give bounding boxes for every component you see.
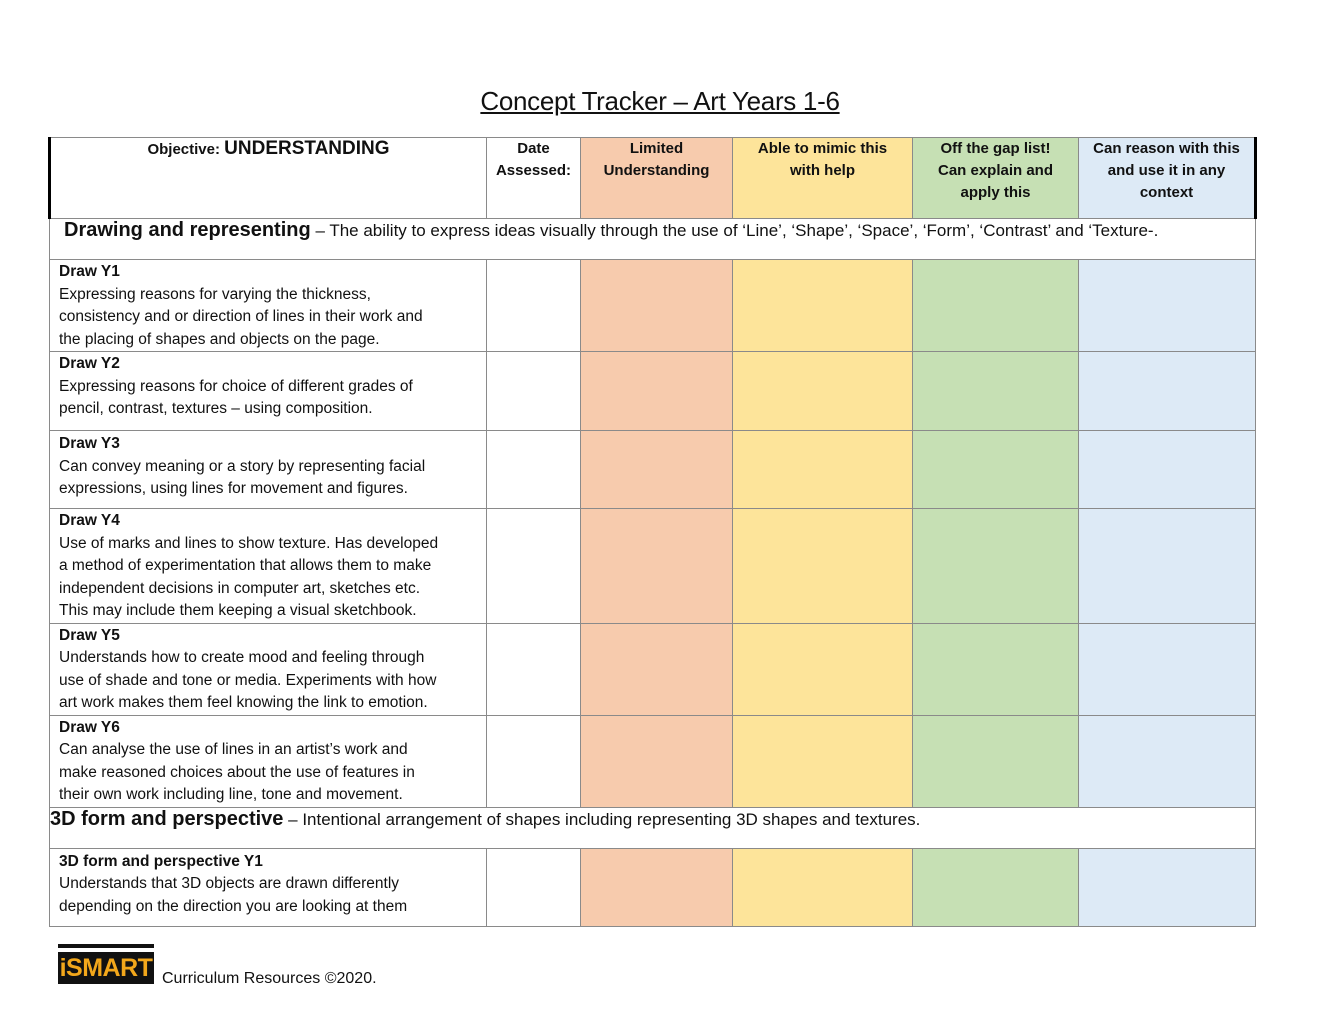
objective-text-line: consistency and or direction of lines in their work and [59,308,423,325]
objective-text-line: expressions, using lines for movement and figures. [59,480,408,497]
objective-text-line: the placing of shapes and objects on the page. [59,330,380,348]
date-header-line: Assessed: [495,162,572,179]
objective-code: Draw Y3 [59,435,120,452]
objective-value: UNDERSTANDING [224,138,390,159]
date-cell[interactable] [487,623,581,715]
reason-header-line: and use it in any [1107,162,1226,179]
objective-text-line: use of shade and tone or media. Experiments with how [59,671,437,689]
date-cell[interactable] [487,509,581,624]
reason-cell[interactable] [1079,623,1256,715]
objective-text-line: Expressing reasons for choice of different grades of [59,377,413,395]
mimic-cell[interactable] [733,848,913,926]
header-row [50,138,1256,219]
date-cell[interactable] [487,848,581,926]
objective-code: Draw Y2 [59,355,120,372]
date-assessed-header [487,138,581,219]
section-title: Drawing and representing [64,219,311,241]
limited-cell[interactable] [581,352,733,431]
reason-cell[interactable] [1079,260,1256,352]
table-row [50,715,1256,807]
reason-cell[interactable] [1079,352,1256,431]
date-header-line: Date [517,140,550,157]
gap-header-line: Off the gap list! [940,140,1051,157]
gap-cell[interactable] [913,715,1079,807]
objective-text-line: Use of marks and lines to show texture. Has developed [59,534,439,552]
mimic-cell[interactable] [733,623,913,715]
section-title: 3D form and perspective [50,807,284,830]
reason-header-line: Can reason with this [1093,140,1240,157]
limited-cell[interactable] [581,848,733,926]
gap-cell[interactable] [913,623,1079,715]
table-row [50,509,1256,624]
reason-cell[interactable] [1079,715,1256,807]
objective-text-line: make reasoned choices about the use of features in [59,763,415,781]
objective-code: Draw Y5 [59,626,120,644]
limited-cell[interactable] [581,623,733,715]
table-row [50,623,1256,715]
objective-cell [50,431,487,509]
objective-text-line: Expressing reasons for varying the thickness, [59,285,371,303]
limited-header-line: Understanding [603,162,710,179]
reason-cell[interactable] [1079,509,1256,624]
page-title: Concept Tracker – Art Years 1-6 [480,86,840,116]
limited-cell[interactable] [581,715,733,807]
objective-cell [50,848,487,926]
objective-cell [50,715,487,807]
objective-text-line: Can analyse the use of lines in an artist’s work and [59,741,408,758]
mimic-cell[interactable] [733,352,913,431]
objective-text-line: pencil, contrast, textures – using composition. [59,400,373,417]
objective-code: Draw Y4 [59,512,120,529]
mimic-header-line: Able to mimic this [757,140,888,157]
objective-code: Draw Y1 [59,263,120,280]
limited-cell[interactable] [581,509,733,624]
limited-cell[interactable] [581,431,733,509]
limited-understanding-header [581,138,733,219]
can-reason-header [1079,138,1256,219]
off-gap-list-header [913,138,1079,219]
date-cell[interactable] [487,715,581,807]
objective-text-line: Understands that 3D objects are drawn differently [59,875,400,892]
mimic-cell[interactable] [733,431,913,509]
objective-text-line: Can convey meaning or a story by representing facial [59,457,426,475]
mimic-cell[interactable] [733,509,913,624]
objective-text-line: art work makes them feel knowing the link to emotion. [59,694,428,711]
objective-text-line: independent decisions in computer art, sketches etc. [59,579,421,597]
mimic-cell[interactable] [733,260,913,352]
objective-cell [50,260,487,352]
date-cell[interactable] [487,431,581,509]
gap-header-line: apply this [960,184,1031,201]
gap-cell[interactable] [913,848,1079,926]
gap-header-line: Can explain and [937,162,1054,179]
objective-text-line: This may include them keeping a visual sketchbook. [59,602,417,619]
limited-header-line: Limited [629,140,684,157]
gap-cell[interactable] [913,431,1079,509]
copyright-text: Curriculum Resources ©2020. [162,970,377,987]
section-row [50,807,1256,848]
date-cell[interactable] [487,260,581,352]
logo-wordmark: iSMART [59,954,153,982]
objective-text-line: Understands how to create mood and feeling through [59,649,425,666]
table-row [50,260,1256,352]
objective-code: 3D form and perspective Y1 [59,852,263,870]
table-row [50,431,1256,509]
objective-text-line: their own work including line, tone and movement. [59,786,403,803]
objective-cell [50,352,487,431]
table-row [50,848,1256,926]
section-description: – The ability to express ideas visually through the use of ‘Line’, ‘Shape’, ‘Space’, ‘Form’, ‘Contrast’ and ‘Texture-. [310,221,1159,240]
date-cell[interactable] [487,352,581,431]
objective-cell [50,623,487,715]
reason-cell[interactable] [1079,431,1256,509]
limited-cell[interactable] [581,260,733,352]
mimic-cell[interactable] [733,715,913,807]
objective-cell [50,509,487,624]
mimic-header-line: with help [790,162,855,179]
reason-cell[interactable] [1079,848,1256,926]
objective-header [50,138,487,219]
table-row [50,352,1256,431]
ismart-logo [58,944,154,986]
objective-text-line: a method of experimentation that allows them to make [59,557,432,574]
concept-tracker-table [48,137,1257,927]
section-description: – Intentional arrangement of shapes including representing 3D shapes and textures. [283,809,921,829]
mimic-with-help-header [733,138,913,219]
logo-bar [58,944,154,948]
reason-header-line: context [1139,184,1194,201]
objective-code: Draw Y6 [59,718,120,736]
objective-label: Objective: [147,141,220,158]
gap-cell[interactable] [913,509,1079,624]
section-row [50,219,1256,260]
gap-cell[interactable] [913,352,1079,431]
gap-cell[interactable] [913,260,1079,352]
objective-text-line: depending on the direction you are looking at them [59,897,408,915]
